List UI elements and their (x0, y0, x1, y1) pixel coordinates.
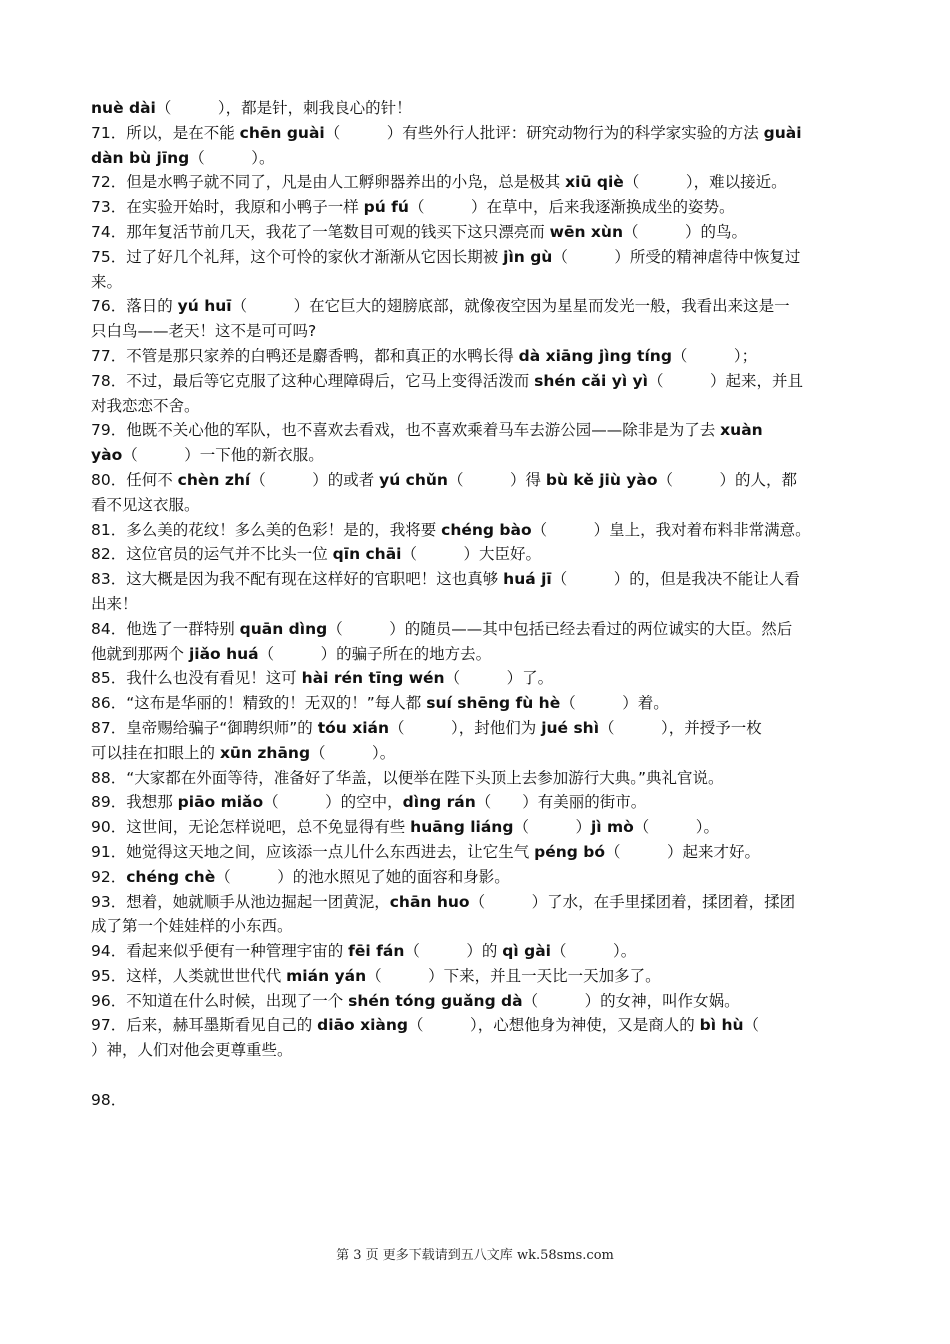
text-line (91, 195, 861, 220)
pinyin-prompt: wēn xùn (549, 222, 623, 241)
text-segment: （ ）一下他的新衣服。 (122, 446, 324, 465)
text-segment: 97．后来，赫耳墨斯看见自己的 (91, 1016, 318, 1035)
text-segment: ）神，人们对他会更尊重些。 (91, 1041, 293, 1060)
text-segment: 81．多么美的花纹！多么美的色彩！是的，我将要 (91, 520, 442, 539)
text-segment: 76．落日的 (91, 297, 178, 316)
text-segment: （ ）下来，并且一天比一天加多了。 (366, 966, 661, 985)
text-segment: 可以挂在扣眼上的 (91, 743, 220, 762)
text-segment: 74．那年复活节前几天，我花了一笔数目可观的钱买下这只漂亮而 (91, 222, 550, 241)
text-segment: （ ），难以接近。 (623, 173, 787, 192)
text-line (91, 146, 861, 171)
pinyin-prompt: pú fú (363, 198, 409, 217)
text-line (91, 1038, 861, 1063)
text-line (91, 294, 861, 319)
text-segment: 90．这世间，无论怎样说吧，总不免显得有些 (91, 818, 411, 837)
text-segment: 72．但是水鸭子就不同了，凡是由人工孵卵器养出的小凫，总是极其 (91, 173, 566, 192)
text-line (91, 443, 861, 468)
text-segment: 来。 (91, 272, 123, 291)
text-line (91, 617, 861, 642)
text-line (91, 220, 861, 245)
text-line (91, 766, 861, 791)
text-segment: 对我恋恋不舍。 (91, 396, 200, 415)
text-segment: （ ）。 (633, 818, 720, 837)
text-line (91, 170, 861, 195)
pinyin-prompt: quān dìng (239, 619, 328, 638)
text-segment: （ ）。 (550, 942, 637, 961)
pinyin-prompt: bì hù (699, 1016, 744, 1035)
text-segment: （ ），都是针，刺我良心的针！ (155, 99, 412, 117)
text-line (91, 691, 861, 716)
document-body (91, 96, 861, 1113)
text-segment: 78．不过，最后等它克服了这种心理障碍后，它马上变得活泼而 (91, 371, 535, 390)
text-line (91, 493, 861, 518)
text-segment: （ ），封他们为 (389, 718, 542, 737)
pinyin-prompt: chān huo (389, 892, 470, 911)
text-segment: （ ）的随员——其中包括已经去看过的两位诚实的大臣。然后 (327, 619, 793, 638)
text-line (91, 245, 861, 270)
text-segment: 93．想着，她就顺手从池边掘起一团黄泥， (91, 892, 390, 911)
page-footer: 第 3 页 更多下载请到五八文库 wk.58sms.com (336, 1248, 614, 1263)
pinyin-prompt: xiū qiè (565, 173, 624, 192)
text-segment: 他就到那两个 (91, 644, 189, 663)
text-line (91, 1088, 861, 1113)
text-line (91, 1013, 861, 1038)
text-segment: （ ）有些外行人批评：研究动物行为的科学家实验的方法 (324, 123, 764, 142)
pinyin-prompt: tóu xián (317, 718, 390, 737)
text-segment: （ ）在它巨大的翅膀底部，就像夜空因为星星而发光一般，我看出来这是一 (231, 297, 790, 316)
text-segment: （ ）的池水照见了她的面容和身影。 (215, 867, 510, 886)
text-segment: 出来！ (91, 594, 138, 613)
pinyin-prompt: shén cǎi yì yì (534, 371, 648, 390)
text-segment: （ ）的，但是我决不能让人看 (551, 570, 800, 589)
text-line (91, 369, 861, 394)
text-segment: 77．不管是那只家养的白鸭还是麝香鸭，都和真正的水鸭长得 (91, 346, 519, 365)
text-line (91, 270, 861, 295)
pinyin-prompt: huá jī (503, 570, 552, 589)
text-line (91, 1063, 861, 1088)
text-segment: 87．皇帝赐给骗子“御聘织师”的 (91, 718, 318, 737)
text-line (91, 790, 861, 815)
text-segment: （ ）着。 (560, 694, 669, 713)
pinyin-prompt: diāo xiàng (317, 1016, 408, 1035)
text-segment: （ ）了。 (444, 669, 554, 688)
text-segment: （ ）皇上，我对着布料非常满意。 (531, 520, 811, 539)
text-segment: 71．所以，是在不能 (91, 123, 240, 142)
text-segment: （ ），心想他身为神使，又是商人的 (407, 1016, 700, 1035)
pinyin-prompt: jìn gù (503, 247, 553, 266)
pinyin-prompt: bù kě jiù yào (545, 470, 658, 489)
text-segment: 79．他既不关心他的军队，也不喜欢去看戏，也不喜欢乘着马车去游公园——除非是为了去 (91, 421, 721, 440)
pinyin-prompt: nuè dài (91, 99, 156, 117)
text-segment: 80．任何不 (91, 470, 178, 489)
text-segment: （ ）有美丽的街市。 (475, 793, 647, 812)
pinyin-prompt: yú chǔn (379, 470, 448, 489)
text-line (91, 567, 861, 592)
text-line (91, 121, 861, 146)
text-line (91, 96, 861, 121)
pinyin-prompt: hài rén tīng wén (301, 669, 445, 688)
pinyin-prompt: huāng liáng (410, 818, 514, 837)
text-segment: （ ）的或者 (250, 470, 380, 489)
text-line (91, 865, 861, 890)
text-segment: （ ）； (671, 346, 758, 365)
text-segment: 只白鸟——老天！这不是可可吗? (91, 322, 317, 341)
text-segment: （ (743, 1016, 760, 1035)
pinyin-prompt: fēi fán (348, 942, 405, 961)
text-line (91, 418, 861, 443)
text-segment: 看不见这衣服。 (91, 495, 200, 514)
pinyin-prompt: yào (91, 446, 123, 465)
text-line (91, 741, 861, 766)
text-segment: 75．过了好几个礼拜，这个可怜的家伙才渐渐从它因长期被 (91, 247, 504, 266)
pinyin-prompt: qīn chāi (332, 545, 402, 564)
pinyin-prompt: xūn zhāng (219, 743, 311, 762)
text-line (91, 542, 861, 567)
text-segment: （ ）的女神，叫作女娲。 (522, 991, 740, 1010)
pinyin-prompt: chèn zhí (177, 470, 251, 489)
text-segment: 94．看起来似乎便有一种管理宇宙的 (91, 942, 349, 961)
text-segment: 73．在实验开始时，我原和小鸭子一样 (91, 198, 364, 217)
text-segment: 96．不知道在什么时候，出现了一个 (91, 991, 349, 1010)
text-segment: 91．她觉得这天地之间，应该添一点儿什么东西进去，让它生气 (91, 842, 535, 861)
text-line (91, 344, 861, 369)
pinyin-prompt: guài (763, 123, 802, 142)
text-segment: （ ）的人，都 (657, 470, 798, 489)
text-line (91, 642, 861, 667)
text-segment: （ ）得 (447, 470, 546, 489)
text-segment: （ ）大臣好。 (401, 545, 542, 564)
pinyin-prompt: dàn bù jīng (91, 148, 190, 167)
text-segment: （ ）的鸟。 (623, 222, 748, 241)
text-segment: 成了第一个娃娃样的小东西。 (91, 917, 293, 936)
text-segment: （ ）的骗子所在的地方去。 (258, 644, 492, 663)
text-line (91, 914, 861, 939)
text-line (91, 716, 861, 741)
text-line (91, 319, 861, 344)
text-segment: 84．他选了一群特别 (91, 619, 240, 638)
text-line (91, 890, 861, 915)
pinyin-prompt: mián yán (286, 966, 367, 985)
text-line (91, 815, 861, 840)
pinyin-prompt: suí shēng fù hè (426, 694, 561, 713)
text-segment: （ ）的 (404, 942, 503, 961)
text-line (91, 394, 861, 419)
text-line (91, 989, 861, 1014)
pinyin-prompt: jiǎo huá (188, 644, 259, 663)
text-segment: （ ）的空中， (263, 793, 403, 812)
text-segment: 88．“大家都在外面等待，准备好了华盖，以便举在陛下头顶上去参加游行大典。”典礼官说。 (91, 768, 724, 787)
pinyin-prompt: yú huī (177, 297, 232, 316)
text-segment: （ ）所受的精神虐待中恢复过 (552, 247, 801, 266)
text-segment: （ ）。 (189, 148, 275, 167)
pinyin-prompt: dìng rán (402, 793, 476, 812)
text-line (91, 964, 861, 989)
pinyin-prompt: dà xiāng jìng tíng (518, 346, 672, 365)
pinyin-prompt: jì mò (590, 818, 634, 837)
pinyin-prompt: shén tóng guǎng dà (348, 991, 523, 1010)
text-segment: （ ）了水，在手里揉团着，揉团着，揉团 (469, 892, 796, 911)
text-segment: 82．这位官员的运气并不比头一位 (91, 545, 333, 564)
text-line (91, 666, 861, 691)
text-line (91, 518, 861, 543)
text-segment: （ ）起来才好。 (605, 842, 761, 861)
text-segment: 85．我什么也没有看见！这可 (91, 669, 302, 688)
pinyin-prompt: xuàn (720, 421, 763, 440)
text-line (91, 468, 861, 493)
text-line (91, 592, 861, 617)
text-segment: 98． (91, 1090, 127, 1109)
pinyin-prompt: piāo miǎo (177, 793, 264, 812)
pinyin-prompt: chéng chè (126, 867, 216, 886)
text-segment: （ ）。 (310, 743, 396, 762)
text-segment: （ ） (513, 818, 591, 837)
pinyin-prompt: qì gài (502, 942, 551, 961)
text-line (91, 939, 861, 964)
text-segment: 86．“这布是华丽的！精致的！无双的！”每人都 (91, 694, 427, 713)
pinyin-prompt: jué shì (541, 718, 600, 737)
text-segment: 92． (91, 867, 127, 886)
pinyin-prompt: chēn guài (239, 123, 325, 142)
text-segment: （ ）在草中，后来我逐渐换成坐的姿势。 (408, 198, 735, 217)
text-segment: （ ），并授予一枚 (599, 718, 762, 737)
text-segment: 89．我想那 (91, 793, 178, 812)
text-line (91, 840, 861, 865)
text-segment: 95．这样，人类就世世代代 (91, 966, 287, 985)
pinyin-prompt: péng bó (534, 842, 606, 861)
pinyin-prompt: chéng bào (441, 520, 532, 539)
text-segment: 83．这大概是因为我不配有现在这样好的官职吧！这也真够 (91, 570, 504, 589)
text-segment: （ ）起来，并且 (647, 371, 803, 390)
